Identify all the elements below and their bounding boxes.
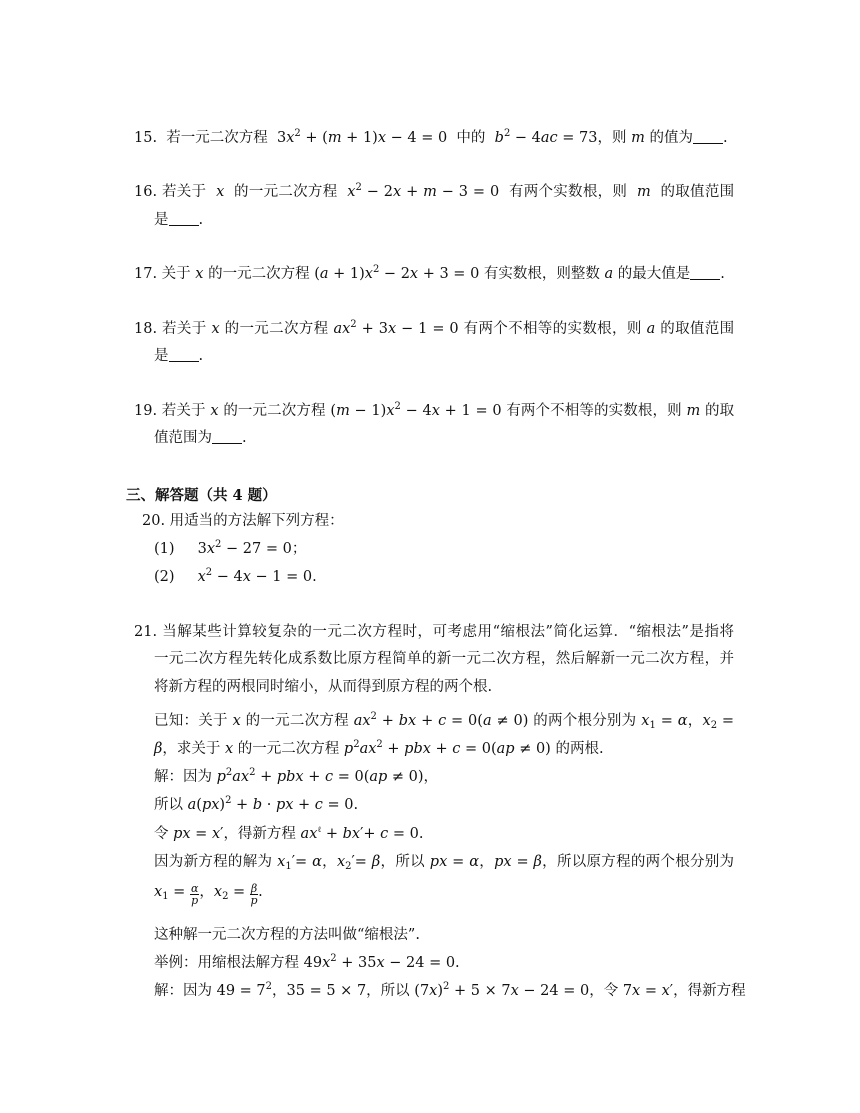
solution-line-4: 因为新方程的解为 $x_1'= \alpha$，$x_2'= \beta$，所以 px = α，px = β，所以原方程的两个根分别为	[154, 854, 735, 872]
method-note: 这种解一元二次方程的方法叫做“缩根法”.	[154, 927, 420, 943]
question-17: 17. 关于 x 的一元二次方程 $(a + 1)x^2 - 2x + 3 = 0$ 有实数根，则整数 a 的最大值是 .	[134, 264, 725, 282]
question-21-line-3: 将新方程的两根同时缩小，从而得到原方程的两个根.	[154, 679, 493, 695]
solution-roots: $x_1$ = $\frac{\alpha}{p}$ ，$x_2$ = $\frac{\beta}{p}$ .	[154, 882, 263, 907]
question-19-cont: 值范围为 .	[154, 430, 247, 446]
question-15: 15. 若一元二次方程 $3x^2 + (m + 1)x - 4 = 0$ 中的 $b^2 - 4ac = 73$，则 m 的值为 .	[134, 128, 728, 146]
solution-line-3: 令 px = x′，得新方程 $ax^\ell + bx'+ c = 0$.	[154, 825, 424, 842]
question-18: 18. 若关于 x 的一元二次方程 $ax^2 + 3x - 1 = 0$ 有两个不相等的实数根，则 a 的取值范围	[134, 319, 735, 337]
question-20: 20. 用适当的方法解下列方程：	[142, 513, 344, 529]
solution-line-2: 所以 a(px)$^2$ + b · px + c = 0.	[154, 795, 359, 813]
answer-blank[interactable]	[212, 429, 242, 444]
question-21-known-2: β，求关于 x 的一元二次方程 $p^2ax^2$ + pbx + c = 0(ap ≠ 0) 的两根.	[154, 739, 604, 757]
equation: $3x^2 + (m + 1)x - 4 = 0$	[277, 128, 448, 146]
question-18-cont: 是 .	[154, 348, 204, 364]
question-19: 19. 若关于 x 的一元二次方程 $(m - 1)x^2 - 4x + 1 = 0$ 有两个不相等的实数根，则 m 的取	[134, 401, 735, 419]
answer-blank[interactable]	[690, 265, 720, 280]
solution-line-1: 解：因为 $p^2ax^2$ + pbx + c = 0(ap ≠ 0)，	[154, 767, 439, 785]
example-solution: 解：因为 $49 = 7^2$，35 = 5 × 7，所以 $(7x)^2 + 5 \times 7x - 24 = 0$，令 7x = x′，得新方程	[154, 981, 746, 999]
example-line: 举例：用缩根法解方程 $49x^2 + 35x - 24 = 0$.	[154, 953, 460, 971]
answer-blank[interactable]	[169, 211, 199, 226]
section-heading: 三、解答题（共 4 题）	[126, 487, 277, 504]
question-20-part-1: (1) $3x^2 - 27 = 0$；	[154, 539, 307, 557]
question-21: 21. 当解某些计算较复杂的一元二次方程时，可考虑用“缩根法”简化运算．“缩根法”是指将	[134, 624, 735, 640]
question-16: 16. 若关于 x 的一元二次方程 $x^2 - 2x + m - 3 = 0$ 有两个实数根，则 m 的取值范围	[134, 182, 735, 200]
question-21-known: 已知：关于 x 的一元二次方程 $ax^2$ + bx + c = 0(a ≠ 0) 的两个根分别为 $x_1 = \alpha$，$x_2$ =	[154, 711, 735, 731]
question-20-part-2: (2) $x^2 - 4x - 1 = 0$.	[154, 567, 317, 585]
answer-blank[interactable]	[693, 129, 723, 144]
answer-blank[interactable]	[169, 347, 199, 362]
question-16-cont: 是 .	[154, 212, 204, 228]
question-21-line-2: 一元二次方程先转化成系数比原方程简单的新一元二次方程，然后解新一元二次方程，并	[154, 651, 734, 667]
